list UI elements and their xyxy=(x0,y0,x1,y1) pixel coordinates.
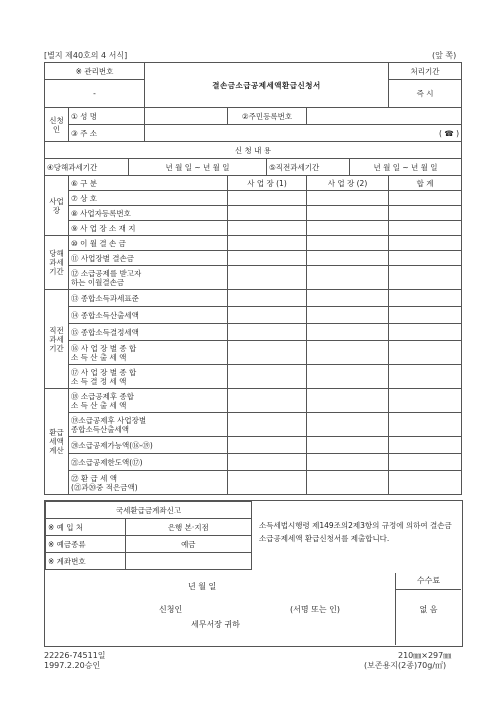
row-label: ⑩ 이 월 결 손 금 xyxy=(69,236,228,251)
cell[interactable] xyxy=(389,471,462,495)
current-period-field[interactable]: 년 월 일 ~ 년 월 일 xyxy=(129,159,267,176)
cell[interactable] xyxy=(389,236,462,251)
fee-box xyxy=(395,573,461,645)
cell[interactable] xyxy=(389,290,462,307)
cell[interactable] xyxy=(228,251,307,266)
cell[interactable] xyxy=(228,266,307,290)
cell[interactable] xyxy=(307,324,389,341)
row-label: ⑪ 사업장별 결손금 xyxy=(69,251,228,266)
page-side-label: (앞 쪽) xyxy=(432,51,457,60)
fee-value: 없 음 xyxy=(419,605,438,614)
cell[interactable] xyxy=(307,221,389,236)
processing-period-label: 처리기간 xyxy=(389,63,462,80)
cell[interactable] xyxy=(389,251,462,266)
row-label: ⑧ 사업자등록번호 xyxy=(69,206,228,221)
cell[interactable] xyxy=(228,365,307,389)
cell[interactable] xyxy=(307,471,389,495)
cell[interactable] xyxy=(389,206,462,221)
cell[interactable] xyxy=(228,307,307,324)
cell[interactable] xyxy=(389,437,462,454)
refund-account-table xyxy=(45,501,252,570)
row-label: ⑯ 사 업 장 별 종 합 소 득 산 출 세 액 xyxy=(69,341,228,365)
cell[interactable] xyxy=(307,365,389,389)
mgmt-no-label: ※ 관리번호 xyxy=(45,63,145,80)
account-no-label: ※ 계좌번호 xyxy=(46,553,126,570)
row-label: ⑦ 상 호 xyxy=(69,191,228,206)
cell[interactable] xyxy=(228,324,307,341)
col-header: 사 업 장 (1) xyxy=(228,176,307,191)
business-label: 사업장 xyxy=(45,176,69,236)
application-form xyxy=(44,62,462,495)
form-number: 22226-74511일 xyxy=(44,651,106,660)
row-label: ⑨ 사 업 장 소 재 지 xyxy=(69,221,228,236)
name-label: ① 성 명 xyxy=(69,108,145,125)
cell[interactable] xyxy=(228,290,307,307)
cell[interactable] xyxy=(307,266,389,290)
refund-section-label: 환급세액계산 xyxy=(45,389,69,495)
row-label: ㉑소급공제한도액(⑰) xyxy=(69,454,228,471)
paper-size: 210㎜×297㎜ xyxy=(398,651,452,660)
cell[interactable] xyxy=(389,454,462,471)
cell[interactable] xyxy=(389,389,462,413)
processing-period-value: 즉 시 xyxy=(389,80,462,108)
cell[interactable] xyxy=(228,389,307,413)
cell[interactable] xyxy=(389,191,462,206)
resident-no-label: ②주민등록번호 xyxy=(228,108,307,125)
cell[interactable] xyxy=(389,324,462,341)
date-line: 년 월 일 xyxy=(188,582,217,591)
cell[interactable] xyxy=(389,221,462,236)
cell[interactable] xyxy=(389,266,462,290)
previous-period-section-label: 직전과세기간 xyxy=(45,290,69,389)
row-label: ⑳소급공제가능액(⑯-⑲) xyxy=(69,437,228,454)
account-no-field[interactable] xyxy=(125,553,251,570)
col-header: 사 업 장 (2) xyxy=(307,176,389,191)
name-field[interactable] xyxy=(145,108,228,125)
paper-type: (보존용지(2종)70g/㎡) xyxy=(364,661,447,670)
cell[interactable] xyxy=(307,389,389,413)
row-label: ⑥ 구 분 xyxy=(69,176,228,191)
submission-block xyxy=(44,500,463,647)
cell[interactable] xyxy=(307,341,389,365)
cell[interactable] xyxy=(228,471,307,495)
cell[interactable] xyxy=(307,236,389,251)
cell[interactable] xyxy=(307,251,389,266)
cell[interactable] xyxy=(228,454,307,471)
content-header: 신 청 내 용 xyxy=(45,142,462,159)
current-period-label: ④당해과세기간 xyxy=(45,159,129,176)
row-label: ⑰ 사 업 장 별 종 합 소 득 결 정 세 액 xyxy=(69,365,228,389)
row-label: ⑲소급공제후 사업장별 종합소득산출세액 xyxy=(69,413,228,437)
address-field[interactable] xyxy=(145,125,462,142)
row-label: ⑭ 종합소득산출세액 xyxy=(69,307,228,324)
deposit-type-label: ※ 예금종류 xyxy=(46,536,126,553)
cell[interactable] xyxy=(389,413,462,437)
form-title: 결손금소급공제세액환급신청서 xyxy=(145,63,389,108)
bank-label: ※ 예 입 처 xyxy=(46,519,126,536)
cell[interactable] xyxy=(228,236,307,251)
cell[interactable] xyxy=(228,191,307,206)
bank-field[interactable]: 은행 본·지점 xyxy=(125,519,251,536)
current-period-section-label: 당해과세기간 xyxy=(45,236,69,290)
addressee: 세무서장 귀하 xyxy=(191,620,240,629)
cell[interactable] xyxy=(228,221,307,236)
form-reference: [별지 제40호의 4 서식] xyxy=(44,51,128,60)
row-label: ⑱ 소급공제후 종합 소 득 산 출 세 액 xyxy=(69,389,228,413)
row-label: ㉒ 환 급 세 액 (㉑과⑳중 적은금액) xyxy=(69,471,228,495)
cell[interactable] xyxy=(307,413,389,437)
previous-period-field[interactable]: 년 월 일 ~ 년 월 일 xyxy=(350,159,462,176)
approval-date: 1997.2.20승인 xyxy=(44,661,101,670)
applicant-label: 신청인 xyxy=(159,605,183,614)
cell[interactable] xyxy=(307,307,389,324)
cell[interactable] xyxy=(389,307,462,324)
cell[interactable] xyxy=(228,341,307,365)
signature-label: (서명 또는 인) xyxy=(290,605,340,614)
cell[interactable] xyxy=(228,437,307,454)
address-label: ③ 주 소 xyxy=(69,125,145,142)
applicant-label: 신청인 xyxy=(45,108,69,142)
cell[interactable] xyxy=(307,290,389,307)
cell[interactable] xyxy=(389,341,462,365)
fee-label: 수수료 xyxy=(396,573,461,590)
row-label: ⑮ 종합소득결정세액 xyxy=(69,324,228,341)
deposit-type-field[interactable]: 예금 xyxy=(125,536,251,553)
mgmt-no-field[interactable]: - xyxy=(45,80,145,108)
col-header: 합 계 xyxy=(389,176,462,191)
statement-text: 소득세법시행령 제149조의2제3항의 규정에 의하여 결손금소급공제세액 환급신청서를 제출합니다. xyxy=(259,521,452,543)
cell[interactable] xyxy=(389,365,462,389)
account-header: 국세환급금계좌신고 xyxy=(46,502,252,519)
resident-no-field[interactable] xyxy=(307,108,462,125)
cell[interactable] xyxy=(307,437,389,454)
row-label: ⑫ 소급공제를 받고자 하는 이월결손금 xyxy=(69,266,228,290)
cell[interactable] xyxy=(307,206,389,221)
row-label: ⑬ 종합소득과세표준 xyxy=(69,290,228,307)
previous-period-label: ⑤직전과세기간 xyxy=(267,159,350,176)
cell[interactable] xyxy=(307,191,389,206)
cell[interactable] xyxy=(228,206,307,221)
cell[interactable] xyxy=(228,413,307,437)
phone-label: ( ☎ ) xyxy=(439,128,459,138)
cell[interactable] xyxy=(307,454,389,471)
